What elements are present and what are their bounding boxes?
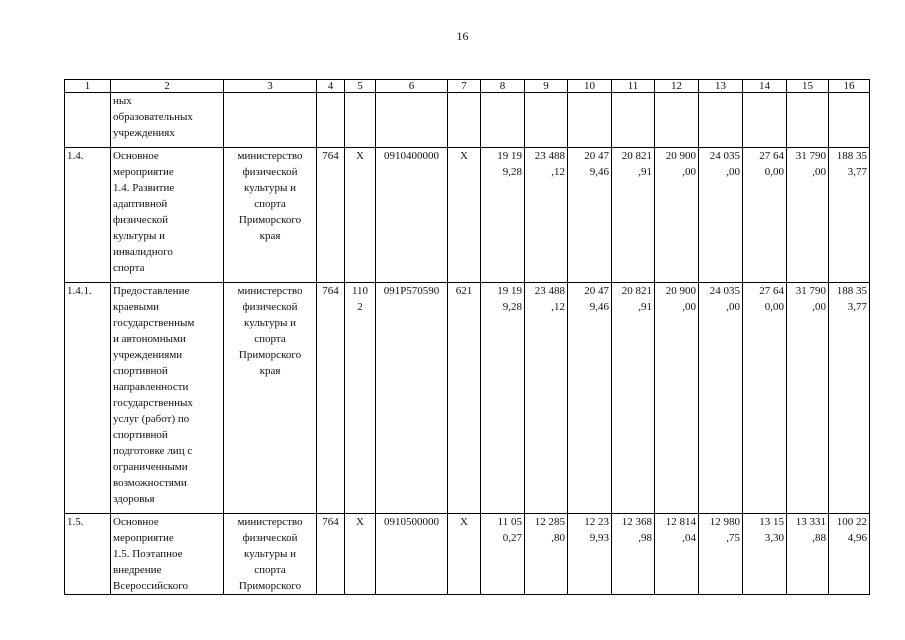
table-cell: 091P570590: [376, 283, 448, 514]
header-cell: 9: [525, 80, 568, 93]
table-cell: [317, 93, 345, 148]
amount-cell: 20 47 9,46: [568, 283, 612, 514]
amount-cell: 19 19 9,28: [481, 148, 525, 283]
header-cell: 4: [317, 80, 345, 93]
column-number-row: [65, 80, 870, 93]
amount-cell: 13 331 ,88: [787, 514, 829, 595]
table-cell: [376, 93, 448, 148]
amount-cell: [568, 93, 612, 148]
table-cell: 110 2: [345, 283, 376, 514]
amount-cell: 20 900 ,00: [655, 148, 699, 283]
amount-cell: 24 035 ,00: [699, 148, 743, 283]
amount-cell: 20 47 9,46: [568, 148, 612, 283]
header-cell: 15: [787, 80, 829, 93]
page-number: 16: [456, 29, 469, 43]
table-cell: X: [448, 148, 481, 283]
table-cell: [345, 93, 376, 148]
table-cell: X: [345, 514, 376, 595]
table-row: [65, 148, 870, 283]
amount-cell: 20 821 ,91: [612, 283, 655, 514]
header-cell: 2: [111, 80, 224, 93]
amount-cell: [699, 93, 743, 148]
table-cell: [448, 93, 481, 148]
amount-cell: 12 814 ,04: [655, 514, 699, 595]
table-cell: 0910500000: [376, 514, 448, 595]
amount-cell: 12 23 9,93: [568, 514, 612, 595]
table-cell: 0910400000: [376, 148, 448, 283]
row-number-cell: [65, 93, 111, 148]
amount-cell: [787, 93, 829, 148]
table-cell: 764: [317, 148, 345, 283]
table-cell: 764: [317, 514, 345, 595]
amount-cell: 24 035 ,00: [699, 283, 743, 514]
table-cell: X: [448, 514, 481, 595]
header-cell: 7: [448, 80, 481, 93]
amount-cell: 13 15 3,30: [743, 514, 787, 595]
amount-cell: [481, 93, 525, 148]
amount-cell: 188 35 3,77: [829, 148, 870, 283]
header-cell: 13: [699, 80, 743, 93]
amount-cell: 11 05 0,27: [481, 514, 525, 595]
amount-cell: 12 285 ,80: [525, 514, 568, 595]
row-number-cell: 1.4.: [65, 148, 111, 283]
amount-cell: 27 64 0,00: [743, 148, 787, 283]
amount-cell: 31 790 ,00: [787, 283, 829, 514]
amount-cell: 12 980 ,75: [699, 514, 743, 595]
header-cell: 3: [224, 80, 317, 93]
table-row: [65, 93, 870, 148]
amount-cell: 27 64 0,00: [743, 283, 787, 514]
activity-name-cell: Предоставление краевыми государственным и автономными учреждениями спортивной направленности государственных услуг (работ) по спортивной подготовке лиц с ограниченными возможностями здоровья: [111, 283, 224, 514]
executor-cell: министерство физической культуры и спорта Приморского края: [224, 148, 317, 283]
amount-cell: [612, 93, 655, 148]
amount-cell: 100 22 4,96: [829, 514, 870, 595]
header-cell: 8: [481, 80, 525, 93]
amount-cell: 23 488 ,12: [525, 148, 568, 283]
amount-cell: [525, 93, 568, 148]
executor-cell: [224, 93, 317, 148]
activity-name-cell: ных образовательных учреждениях: [111, 93, 224, 148]
header-cell: 5: [345, 80, 376, 93]
amount-cell: [655, 93, 699, 148]
row-number-cell: 1.4.1.: [65, 283, 111, 514]
header-cell: 11: [612, 80, 655, 93]
table-cell: X: [345, 148, 376, 283]
table-cell: 621: [448, 283, 481, 514]
amount-cell: [829, 93, 870, 148]
header-cell: 1: [65, 80, 111, 93]
header-cell: 14: [743, 80, 787, 93]
table-cell: 764: [317, 283, 345, 514]
amount-cell: 188 35 3,77: [829, 283, 870, 514]
executor-cell: министерство физической культуры и спорта Приморского края: [224, 283, 317, 514]
header-cell: 10: [568, 80, 612, 93]
row-number-cell: 1.5.: [65, 514, 111, 595]
amount-cell: 19 19 9,28: [481, 283, 525, 514]
amount-cell: [743, 93, 787, 148]
activity-name-cell: Основное мероприятие 1.5. Поэтапное внедрение Всероссийского: [111, 514, 224, 595]
header-cell: 12: [655, 80, 699, 93]
executor-cell: министерство физической культуры и спорта Приморского: [224, 514, 317, 595]
amount-cell: 23 488 ,12: [525, 283, 568, 514]
header-cell: 16: [829, 80, 870, 93]
amount-cell: 31 790 ,00: [787, 148, 829, 283]
activity-name-cell: Основное мероприятие 1.4. Развитие адаптивной физической культуры и инвалидного спорта: [111, 148, 224, 283]
amount-cell: 20 900 ,00: [655, 283, 699, 514]
header-cell: 6: [376, 80, 448, 93]
amount-cell: 12 368 ,98: [612, 514, 655, 595]
table-row: [65, 514, 870, 595]
amount-cell: 20 821 ,91: [612, 148, 655, 283]
budget-table: [64, 79, 870, 595]
table-row: [65, 283, 870, 514]
